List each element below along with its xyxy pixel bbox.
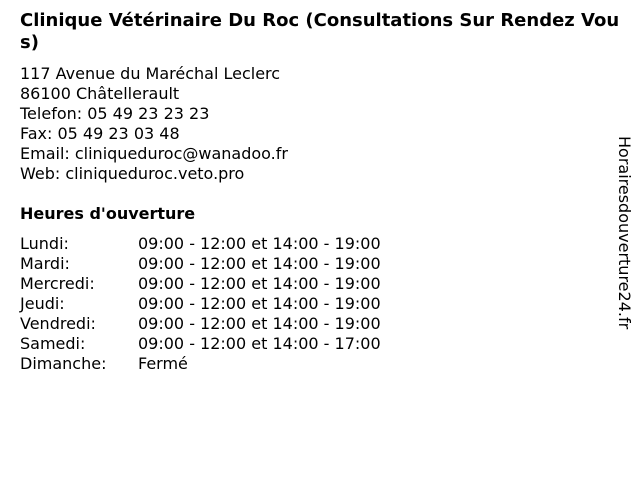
hours-day: Dimanche: [20,354,107,373]
fax-number: Fax: 05 49 23 03 48 [20,124,180,143]
page-title: Clinique Vétérinaire Du Roc (Consultations Sur Rendez Vous) [20,10,620,53]
hours-time: 09:00 - 12:00 et 14:00 - 17:00 [138,334,381,353]
hours-time: 09:00 - 12:00 et 14:00 - 19:00 [138,254,381,273]
hours-time: 09:00 - 12:00 et 14:00 - 19:00 [138,314,381,333]
city-address: 86100 Châtellerault [20,84,180,103]
watermark-text: Horairesdouverture24.fr [615,136,634,330]
hours-table [20,234,381,374]
hours-time: 09:00 - 12:00 et 14:00 - 19:00 [138,234,381,253]
hours-day: Mardi: [20,254,70,273]
hours-day: Samedi: [20,334,86,353]
hours-row-friday [20,314,381,334]
contact-info [20,64,288,184]
website-address: Web: cliniqueduroc.veto.pro [20,164,245,183]
site-watermark [612,136,634,346]
hours-time: 09:00 - 12:00 et 14:00 - 19:00 [138,294,381,313]
hours-day: Lundi: [20,234,69,253]
phone-number: Telefon: 05 49 23 23 23 [20,104,210,123]
hours-time: 09:00 - 12:00 et 14:00 - 19:00 [138,274,381,293]
hours-row-wednesday [20,274,381,294]
hours-row-sunday [20,354,381,374]
hours-time: Fermé [138,354,188,373]
hours-day: Vendredi: [20,314,96,333]
hours-row-saturday [20,334,381,354]
email-address: Email: cliniqueduroc@wanadoo.fr [20,144,288,163]
hours-day: Mercredi: [20,274,95,293]
hours-row-monday [20,234,381,254]
hours-row-tuesday [20,254,381,274]
hours-row-thursday [20,294,381,314]
hours-day: Jeudi: [20,294,65,313]
street-address: 117 Avenue du Maréchal Leclerc [20,64,281,83]
hours-heading: Heures d'ouverture [20,204,196,223]
